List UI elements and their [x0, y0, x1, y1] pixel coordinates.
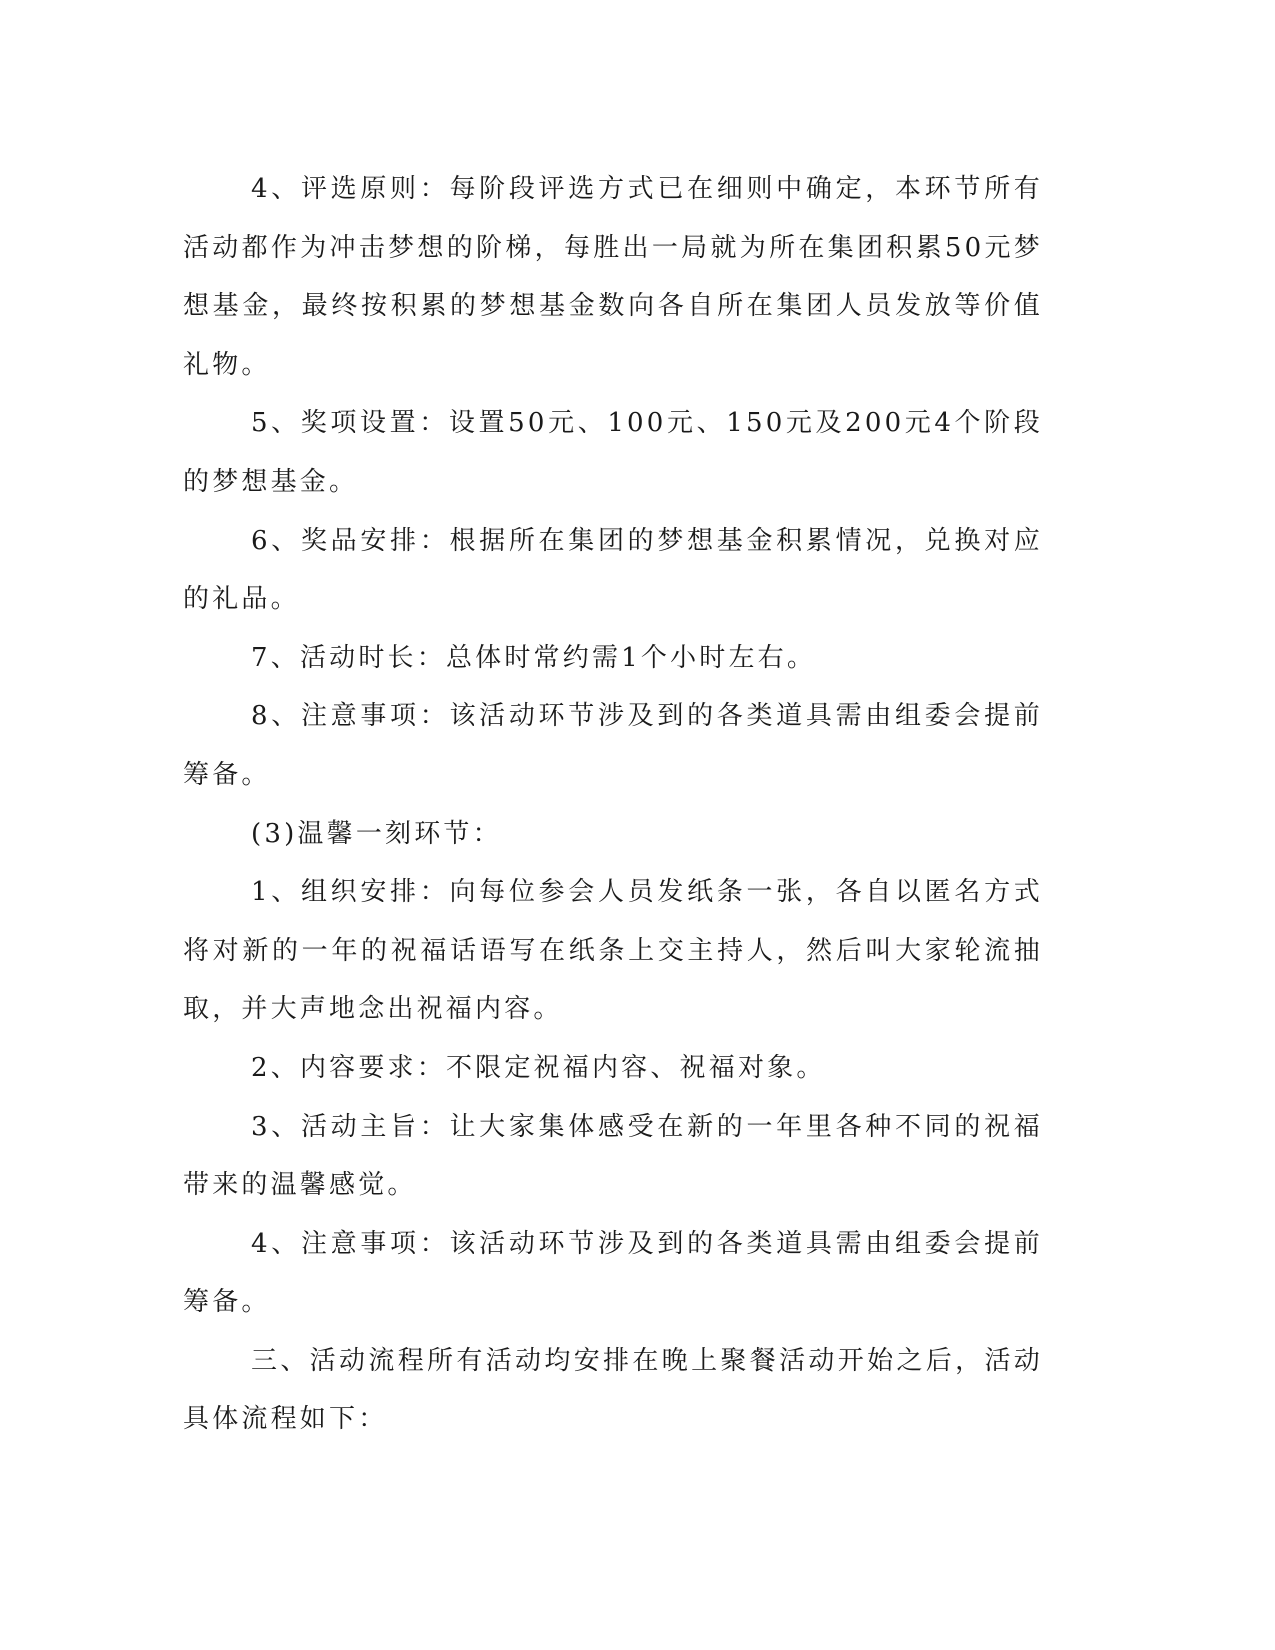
paragraph-notes-2: 4、注意事项：该活动环节涉及到的各类道具需由组委会提前筹备。: [183, 1228, 1043, 1318]
section-heading-warm-moment: (3)温馨一刻环节：: [251, 818, 502, 849]
paragraph-prize-arrangement: 6、奖品安排：根据所在集团的梦想基金积累情况，兑换对应的礼品。: [183, 525, 1043, 615]
document-body: [183, 160, 1043, 1449]
paragraph-evaluation-principle: 4、评选原则：每阶段评选方式已在细则中确定，本环节所有活动都作为冲击梦想的阶梯，每胜出一局就为所在集团积累50元梦想基金，最终按积累的梦想基金数向各自所在集团人员发放等价值礼物。: [183, 174, 1043, 380]
paragraph-content-requirements: 2、内容要求：不限定祝福内容、祝福对象。: [251, 1052, 826, 1083]
paragraph-organization: 1、组织安排：向每位参会人员发纸条一张，各自以匿名方式将对新的一年的祝福话语写在纸条上交主持人，然后叫大家轮流抽取，并大声地念出祝福内容。: [183, 877, 1043, 1025]
paragraph-award-settings: 5、奖项设置：设置50元、100元、150元及200元4个阶段的梦想基金。: [183, 408, 1043, 497]
paragraph-activity-purpose: 3、活动主旨：让大家集体感受在新的一年里各种不同的祝福带来的温馨感觉。: [183, 1111, 1043, 1201]
paragraph-activity-duration: 7、活动时长：总体时常约需1个小时左右。: [251, 642, 817, 673]
paragraph-activity-flow: 三、活动流程所有活动均安排在晚上聚餐活动开始之后，活动具体流程如下：: [183, 1345, 1043, 1435]
paragraph-notes: 8、注意事项：该活动环节涉及到的各类道具需由组委会提前筹备。: [183, 701, 1043, 790]
